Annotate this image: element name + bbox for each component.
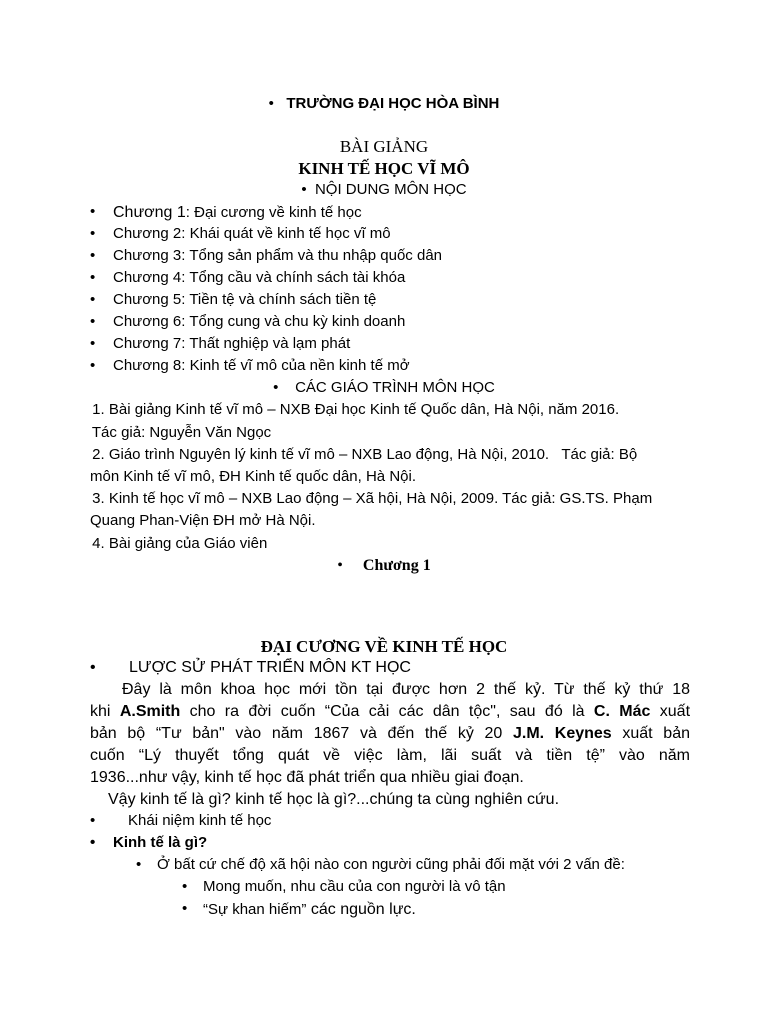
contents-heading: • NỘI DUNG MÔN HỌC [301, 181, 467, 198]
textbook-line: 1. Bài giảng Kinh tế vĩ mô – NXB Đại học Kinh tế Quốc dân, Hà Nội, năm 2016. [88, 401, 620, 418]
university-name: TRƯỜNG ĐẠI HỌC HÒA BÌNH [286, 95, 500, 112]
textbook-line: Tác giả: Nguyễn Văn Ngọc [88, 424, 272, 441]
bullet: • [268, 95, 274, 112]
textbook-line: môn Kinh tế vĩ mô, ĐH Kinh tế quốc dân, Hà Nội. [90, 468, 416, 485]
paragraph-line: khi A.Smith cho ra đời cuốn “Của cải các dân tộc", sau đó là C. Mác xuất [90, 703, 691, 720]
paragraph-line: 1936...như vậy, kinh tế học đã phát triển qua nhiều giai đoạn. [90, 769, 524, 786]
textbook-line: 2. Giáo trình Nguyên lý kinh tế vĩ mô – NXB Lao động, Hà Nội, 2010. Tác giả: Bộ [88, 446, 638, 463]
textbook-line: Quang Phan-Viện ĐH mở Hà Nội. [90, 512, 316, 529]
textbook-line: 4. Bài giảng của Giáo viên [88, 535, 268, 552]
textbook-line: 3. Kinh tế học vĩ mô – NXB Lao động – Xã hội, Hà Nội, 2009. Tác giả: GS.TS. Phạm [88, 490, 653, 507]
lecture-label: BÀI GIẢNG [339, 137, 429, 156]
paragraph-line: Vậy kinh tế là gì? kinh tế học là gì?...chúng ta cùng nghiên cứu. [108, 791, 560, 808]
textbooks-heading: • CÁC GIÁO TRÌNH MÔN HỌC [273, 379, 495, 396]
paragraph-line: cuốn “Lý thuyết tổng quát về việc làm, lãi suất và tiền tệ” vào năm [90, 747, 690, 764]
course-title: KINH TẾ HỌC VĨ MÔ [298, 159, 470, 178]
chapter-label: • Chương 1 [337, 557, 431, 574]
paragraph-line: bản bộ “Tư bản" vào năm 1867 và đến thế kỷ 20 J.M. Keynes xuất bản [90, 725, 690, 742]
university-heading [0, 95, 768, 113]
paragraph-line: Đây là môn khoa học mới tồn tại được hơn 2 thế kỷ. Từ thế kỷ thứ 18 [122, 681, 690, 698]
chapter-title: ĐẠI CƯƠNG VỀ KINH TẾ HỌC [260, 637, 508, 656]
